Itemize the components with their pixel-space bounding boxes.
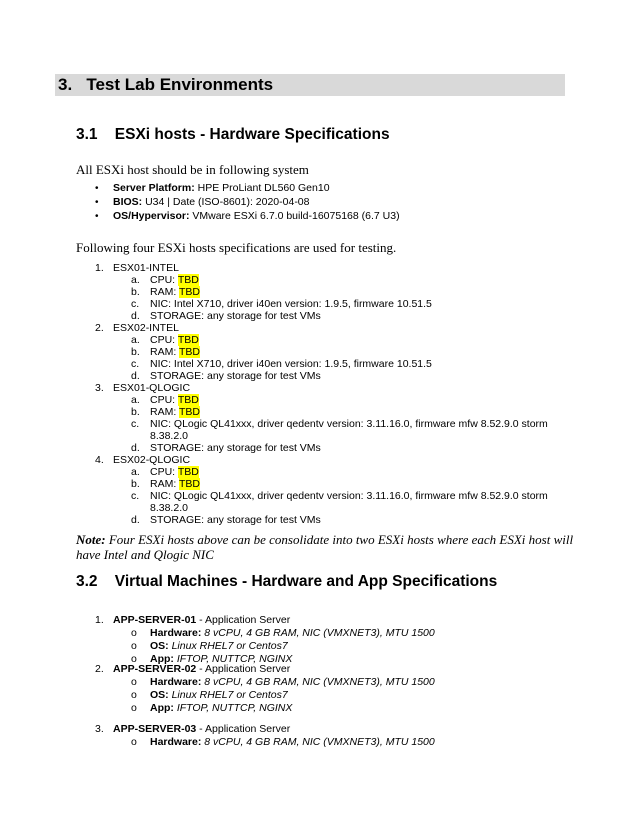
host-name: ESX01-QLOGIC — [113, 382, 191, 394]
vm-heading — [113, 723, 290, 735]
spec-label: Server Platform: — [113, 182, 195, 194]
vm-spec-app — [150, 702, 292, 714]
section-title: ESXi hosts - Hardware Specifications — [114, 126, 390, 143]
vm-number: 1. — [95, 614, 104, 626]
vm-spec-hardware — [150, 736, 435, 748]
note-line-2: have Intel and Qlogic NIC — [76, 547, 214, 562]
bullet-icon: • — [95, 197, 99, 208]
circle-bullet-icon: o — [131, 640, 137, 652]
spec-bullet-os — [113, 210, 400, 222]
spec-value: IFTOP, NUTTCP, NGINX — [173, 702, 293, 714]
item-letter: a. — [131, 466, 140, 478]
host-storage: STORAGE: any storage for test VMs — [150, 442, 321, 454]
host-cpu — [150, 466, 199, 478]
bullet-icon: • — [95, 211, 99, 222]
vm-name: APP-SERVER-03 — [113, 723, 197, 735]
host-number: 2. — [95, 322, 104, 334]
spec-label: OS: — [150, 689, 169, 701]
host-nic: NIC: Intel X710, driver i40en version: 1.9.5, firmware 10.51.5 — [150, 358, 432, 370]
spec-label: Hardware: — [150, 676, 202, 688]
host-ram — [150, 478, 200, 490]
vm-desc: - Application Server — [196, 723, 291, 735]
bullet-icon: • — [95, 183, 99, 194]
note-line-1 — [76, 532, 573, 548]
vm-spec-hardware — [150, 676, 435, 688]
item-letter: b. — [131, 286, 140, 298]
spec-value: 8 vCPU, 4 GB RAM, NIC (VMXNET3), MTU 1500 — [201, 676, 435, 688]
item-label: CPU: — [150, 274, 178, 286]
chapter-title: Test Lab Environments — [86, 75, 274, 94]
vm-desc: - Application Server — [196, 663, 291, 675]
note-label: Note: — [76, 532, 106, 547]
circle-bullet-icon: o — [131, 653, 137, 665]
item-letter: c. — [131, 418, 140, 430]
hosts-intro: Following four ESXi hosts specifications are used for testing. — [76, 240, 397, 255]
section-heading-3-2 — [76, 573, 497, 591]
tbd-highlight: TBD — [178, 286, 200, 298]
tbd-highlight: TBD — [177, 334, 199, 346]
spec-bullet-bios — [113, 196, 310, 208]
item-letter: d. — [131, 442, 140, 454]
host-name: ESX02-QLOGIC — [113, 454, 191, 466]
spec-value: 8 vCPU, 4 GB RAM, NIC (VMXNET3), MTU 1500 — [201, 736, 435, 748]
item-letter: a. — [131, 334, 140, 346]
item-letter: b. — [131, 478, 140, 490]
spec-label: OS: — [150, 640, 169, 652]
tbd-highlight: TBD — [178, 346, 200, 358]
item-letter: c. — [131, 490, 140, 502]
spec-value: 8 vCPU, 4 GB RAM, NIC (VMXNET3), MTU 1500 — [201, 627, 435, 639]
host-name: ESX02-INTEL — [113, 322, 179, 334]
item-letter: a. — [131, 274, 140, 286]
vm-desc: - Application Server — [196, 614, 291, 626]
spec-label: App: — [150, 653, 174, 665]
item-label: RAM: — [150, 286, 179, 298]
spec-label: App: — [150, 702, 174, 714]
chapter-number: 3. — [58, 75, 73, 94]
item-label: CPU: — [150, 334, 178, 346]
vm-name: APP-SERVER-01 — [113, 614, 197, 626]
tbd-highlight: TBD — [177, 466, 199, 478]
item-label: RAM: — [150, 406, 179, 418]
host-number: 1. — [95, 262, 104, 274]
spec-value: VMware ESXi 6.7.0 build-16075168 (6.7 U3) — [189, 210, 400, 222]
host-number: 3. — [95, 382, 104, 394]
host-nic: NIC: QLogic QL41xxx, driver qedentv version: 3.11.16.0, firmware mfw 8.52.9.0 storm — [150, 418, 548, 430]
vm-heading — [113, 663, 290, 675]
vm-number: 3. — [95, 723, 104, 735]
vm-number: 2. — [95, 663, 104, 675]
spec-value: HPE ProLiant DL560 Gen10 — [194, 182, 330, 194]
host-storage: STORAGE: any storage for test VMs — [150, 514, 321, 526]
host-ram — [150, 346, 200, 358]
host-storage: STORAGE: any storage for test VMs — [150, 310, 321, 322]
item-letter: b. — [131, 346, 140, 358]
section-intro: All ESXi host should be in following system — [76, 162, 309, 177]
host-ram — [150, 406, 200, 418]
spec-bullet-platform — [113, 182, 330, 194]
host-number: 4. — [95, 454, 104, 466]
spec-label: Hardware: — [150, 627, 202, 639]
item-letter: d. — [131, 370, 140, 382]
item-letter: b. — [131, 406, 140, 418]
item-label: RAM: — [150, 346, 179, 358]
spec-label: BIOS: — [113, 196, 143, 208]
item-letter: d. — [131, 514, 140, 526]
item-letter: d. — [131, 310, 140, 322]
tbd-highlight: TBD — [178, 406, 200, 418]
host-cpu — [150, 334, 199, 346]
item-label: CPU: — [150, 394, 178, 406]
item-letter: a. — [131, 394, 140, 406]
vm-spec-os — [150, 640, 288, 652]
vm-name: APP-SERVER-02 — [113, 663, 197, 675]
section-heading-3-1 — [76, 126, 390, 144]
item-letter: c. — [131, 298, 140, 310]
section-number: 3.2 — [76, 573, 98, 590]
note-text: Four ESXi hosts above can be consolidate into two ESXi hosts where each ESXi host will — [105, 532, 574, 547]
item-label: RAM: — [150, 478, 179, 490]
chapter-heading — [58, 75, 273, 95]
host-storage: STORAGE: any storage for test VMs — [150, 370, 321, 382]
tbd-highlight: TBD — [177, 274, 199, 286]
circle-bullet-icon: o — [131, 676, 137, 688]
host-nic: NIC: QLogic QL41xxx, driver qedentv version: 3.11.16.0, firmware mfw 8.52.9.0 storm — [150, 490, 548, 502]
section-title: Virtual Machines - Hardware and App Specifications — [114, 573, 498, 590]
item-label: CPU: — [150, 466, 178, 478]
host-cpu — [150, 274, 199, 286]
circle-bullet-icon: o — [131, 689, 137, 701]
spec-value: Linux RHEL7 or Centos7 — [168, 640, 288, 652]
host-ram — [150, 286, 200, 298]
spec-label: OS/Hypervisor: — [113, 210, 190, 222]
tbd-highlight: TBD — [177, 394, 199, 406]
tbd-highlight: TBD — [178, 478, 200, 490]
circle-bullet-icon: o — [131, 736, 137, 748]
spec-value: IFTOP, NUTTCP, NGINX — [173, 653, 293, 665]
host-nic-continued: 8.38.2.0 — [150, 430, 188, 442]
vm-spec-os — [150, 689, 288, 701]
item-letter: c. — [131, 358, 140, 370]
host-name: ESX01-INTEL — [113, 262, 179, 274]
vm-spec-hardware — [150, 627, 435, 639]
host-cpu — [150, 394, 199, 406]
spec-value: Linux RHEL7 or Centos7 — [168, 689, 288, 701]
vm-heading — [113, 614, 290, 626]
section-number: 3.1 — [76, 126, 98, 143]
spec-value: U34 | Date (ISO-8601): 2020-04-08 — [142, 196, 310, 208]
circle-bullet-icon: o — [131, 702, 137, 714]
host-nic-continued: 8.38.2.0 — [150, 502, 188, 514]
circle-bullet-icon: o — [131, 627, 137, 639]
spec-label: Hardware: — [150, 736, 202, 748]
host-nic: NIC: Intel X710, driver i40en version: 1.9.5, firmware 10.51.5 — [150, 298, 432, 310]
